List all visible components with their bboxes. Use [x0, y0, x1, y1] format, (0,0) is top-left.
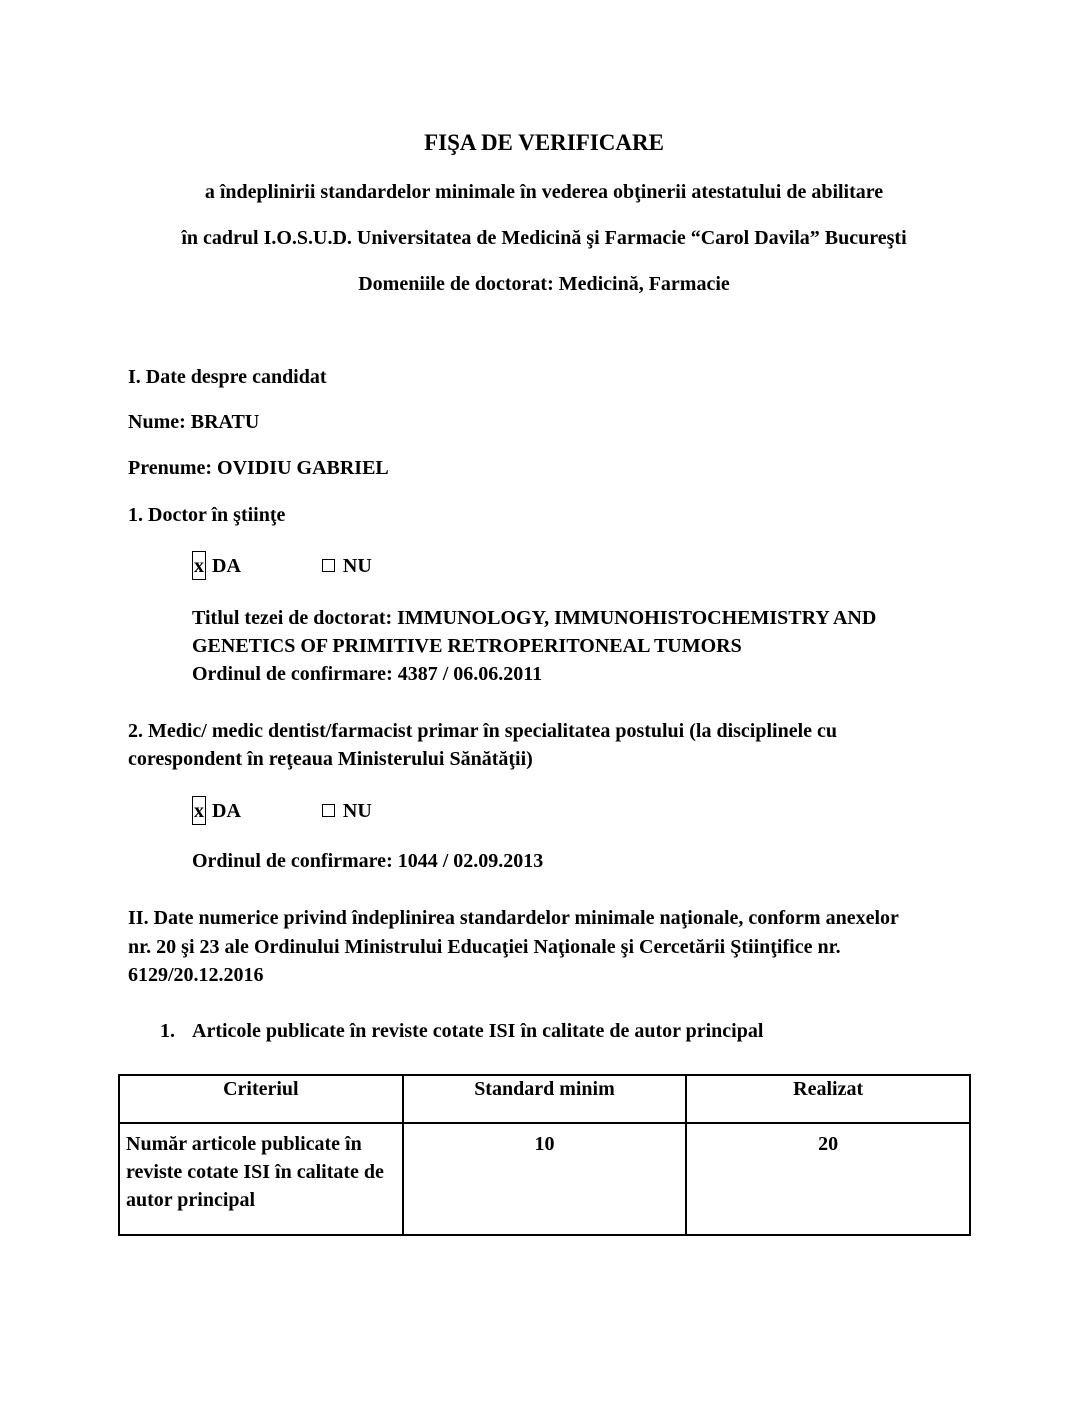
document-subtitle-3: Domeniile de doctorat: Medicină, Farmacie [358, 273, 730, 295]
checked-checkbox-icon[interactable]: x [192, 796, 206, 825]
item-1-option-da[interactable] [192, 553, 241, 582]
section-2-heading-line-3: 6129/20.12.2016 [128, 964, 264, 986]
section-2-heading-line-2: nr. 20 şi 23 ale Ordinului Ministrului Educaţiei Naţionale şi Cercetării Ştiinţifice nr. [128, 936, 841, 958]
subsection-1-number: 1. [160, 1020, 175, 1042]
document-title: FIŞA DE VERIFICARE [424, 130, 664, 155]
table-header-row [119, 1075, 970, 1123]
cell-standard-minim: 10 [403, 1123, 687, 1235]
item-2-option-nu[interactable] [322, 800, 372, 823]
option-label: DA [212, 800, 241, 823]
column-header-standard-minim: Standard minim [403, 1075, 687, 1123]
cell-realizat: 20 [686, 1123, 970, 1235]
item-2-label-line-1: 2. Medic/ medic dentist/farmacist primar în specialitatea postului (la disciplinele cu [128, 720, 838, 742]
option-label: NU [342, 555, 372, 578]
item-2-option-da[interactable] [192, 798, 241, 827]
item-1-order: Ordinul de confirmare: 4387 / 06.06.2011 [192, 663, 543, 685]
option-label: NU [342, 800, 372, 823]
column-header-criteriul: Criteriul [119, 1075, 403, 1123]
option-label: DA [212, 555, 241, 578]
empty-checkbox-icon[interactable] [322, 559, 335, 572]
cell-criteriu: Număr articole publicate în reviste cotate ISI în calitate de autor principal [119, 1123, 403, 1235]
item-2-label-line-2: corespondent în reţeaua Ministerului Sănătăţii) [128, 748, 533, 770]
table-row [119, 1123, 970, 1235]
candidate-first-name: Prenume: OVIDIU GABRIEL [128, 457, 389, 479]
item-1-label: 1. Doctor în ştiinţe [128, 504, 286, 526]
item-1-options [192, 553, 372, 582]
criteria-table [118, 1074, 971, 1236]
subsection-1-title: Articole publicate în reviste cotate ISI în calitate de autor principal [192, 1020, 764, 1042]
item-2-order: Ordinul de confirmare: 1044 / 02.09.2013 [192, 850, 544, 872]
document-subtitle-2: în cadrul I.O.S.U.D. Universitatea de Medicină şi Farmacie “Carol Davila” Bucureşti [181, 227, 907, 249]
thesis-title-line-1: Titlul tezei de doctorat: IMMUNOLOGY, IMMUNOHISTOCHEMISTRY AND [192, 607, 877, 629]
thesis-title-line-2: GENETICS OF PRIMITIVE RETROPERITONEAL TUMORS [192, 635, 742, 657]
empty-checkbox-icon[interactable] [322, 804, 335, 817]
checked-checkbox-icon[interactable]: x [192, 551, 206, 580]
item-1-option-nu[interactable] [322, 555, 372, 578]
document-subtitle-1: a îndeplinirii standardelor minimale în vederea obţinerii atestatului de abilitare [204, 181, 884, 203]
candidate-last-name: Nume: BRATU [128, 411, 260, 433]
section-2-heading-line-1: II. Date numerice privind îndeplinirea standardelor minimale naţionale, conform anexelor [128, 907, 899, 929]
column-header-realizat: Realizat [686, 1075, 970, 1123]
section-1-heading: I. Date despre candidat [128, 366, 327, 388]
item-2-options [192, 798, 372, 827]
